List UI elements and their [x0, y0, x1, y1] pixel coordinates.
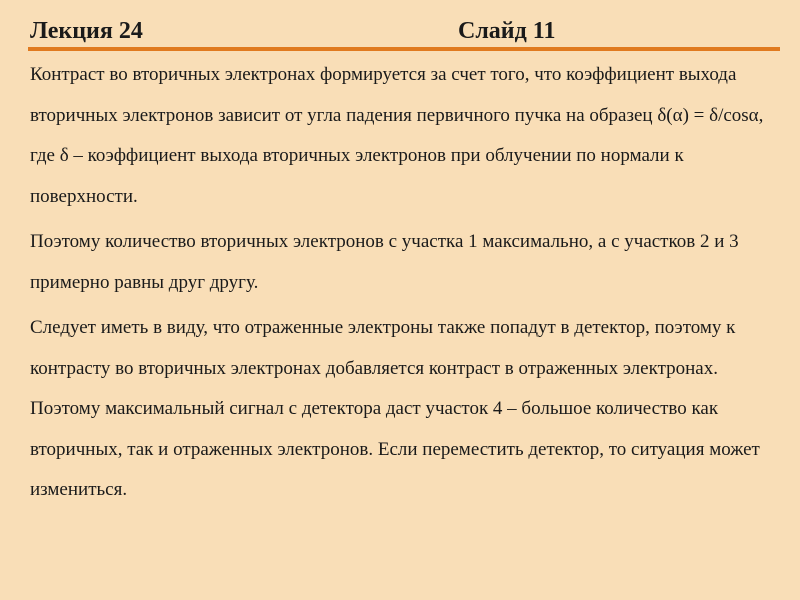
slide-body — [30, 55, 775, 516]
paragraph-area-comparison: Поэтому количество вторичных электронов с участка 1 максимально, а с участков 2 и 3 примерно равны друг другу. — [30, 231, 739, 293]
lecture-title: Лекция 24 — [30, 18, 143, 44]
slide-number: Слайд 11 — [458, 18, 556, 44]
header-divider — [28, 47, 780, 51]
paragraph-contrast-definition: Контраст во вторичных электронах формируется за счет того, что коэффициент выхода вторичных электронов зависит от угла падения первичного пучка на образец δ(α) = δ/cosα, где δ – коэффициент выхода вторичных электронов при облучении по нормали к поверхности. — [30, 64, 764, 207]
slide-header — [30, 14, 780, 48]
paragraph-reflected-electrons: Следует иметь в виду, что отраженные электроны также попадут в детектор, поэтому к контрасту во вторичных электронах добавляется контраст в отраженных электронах. Поэтому максимальный сигнал с детектора даст участок 4 – большое количество как вторичных, так и отраженных электронов. Если переместить детектор, то ситуация может измениться. — [30, 317, 760, 500]
